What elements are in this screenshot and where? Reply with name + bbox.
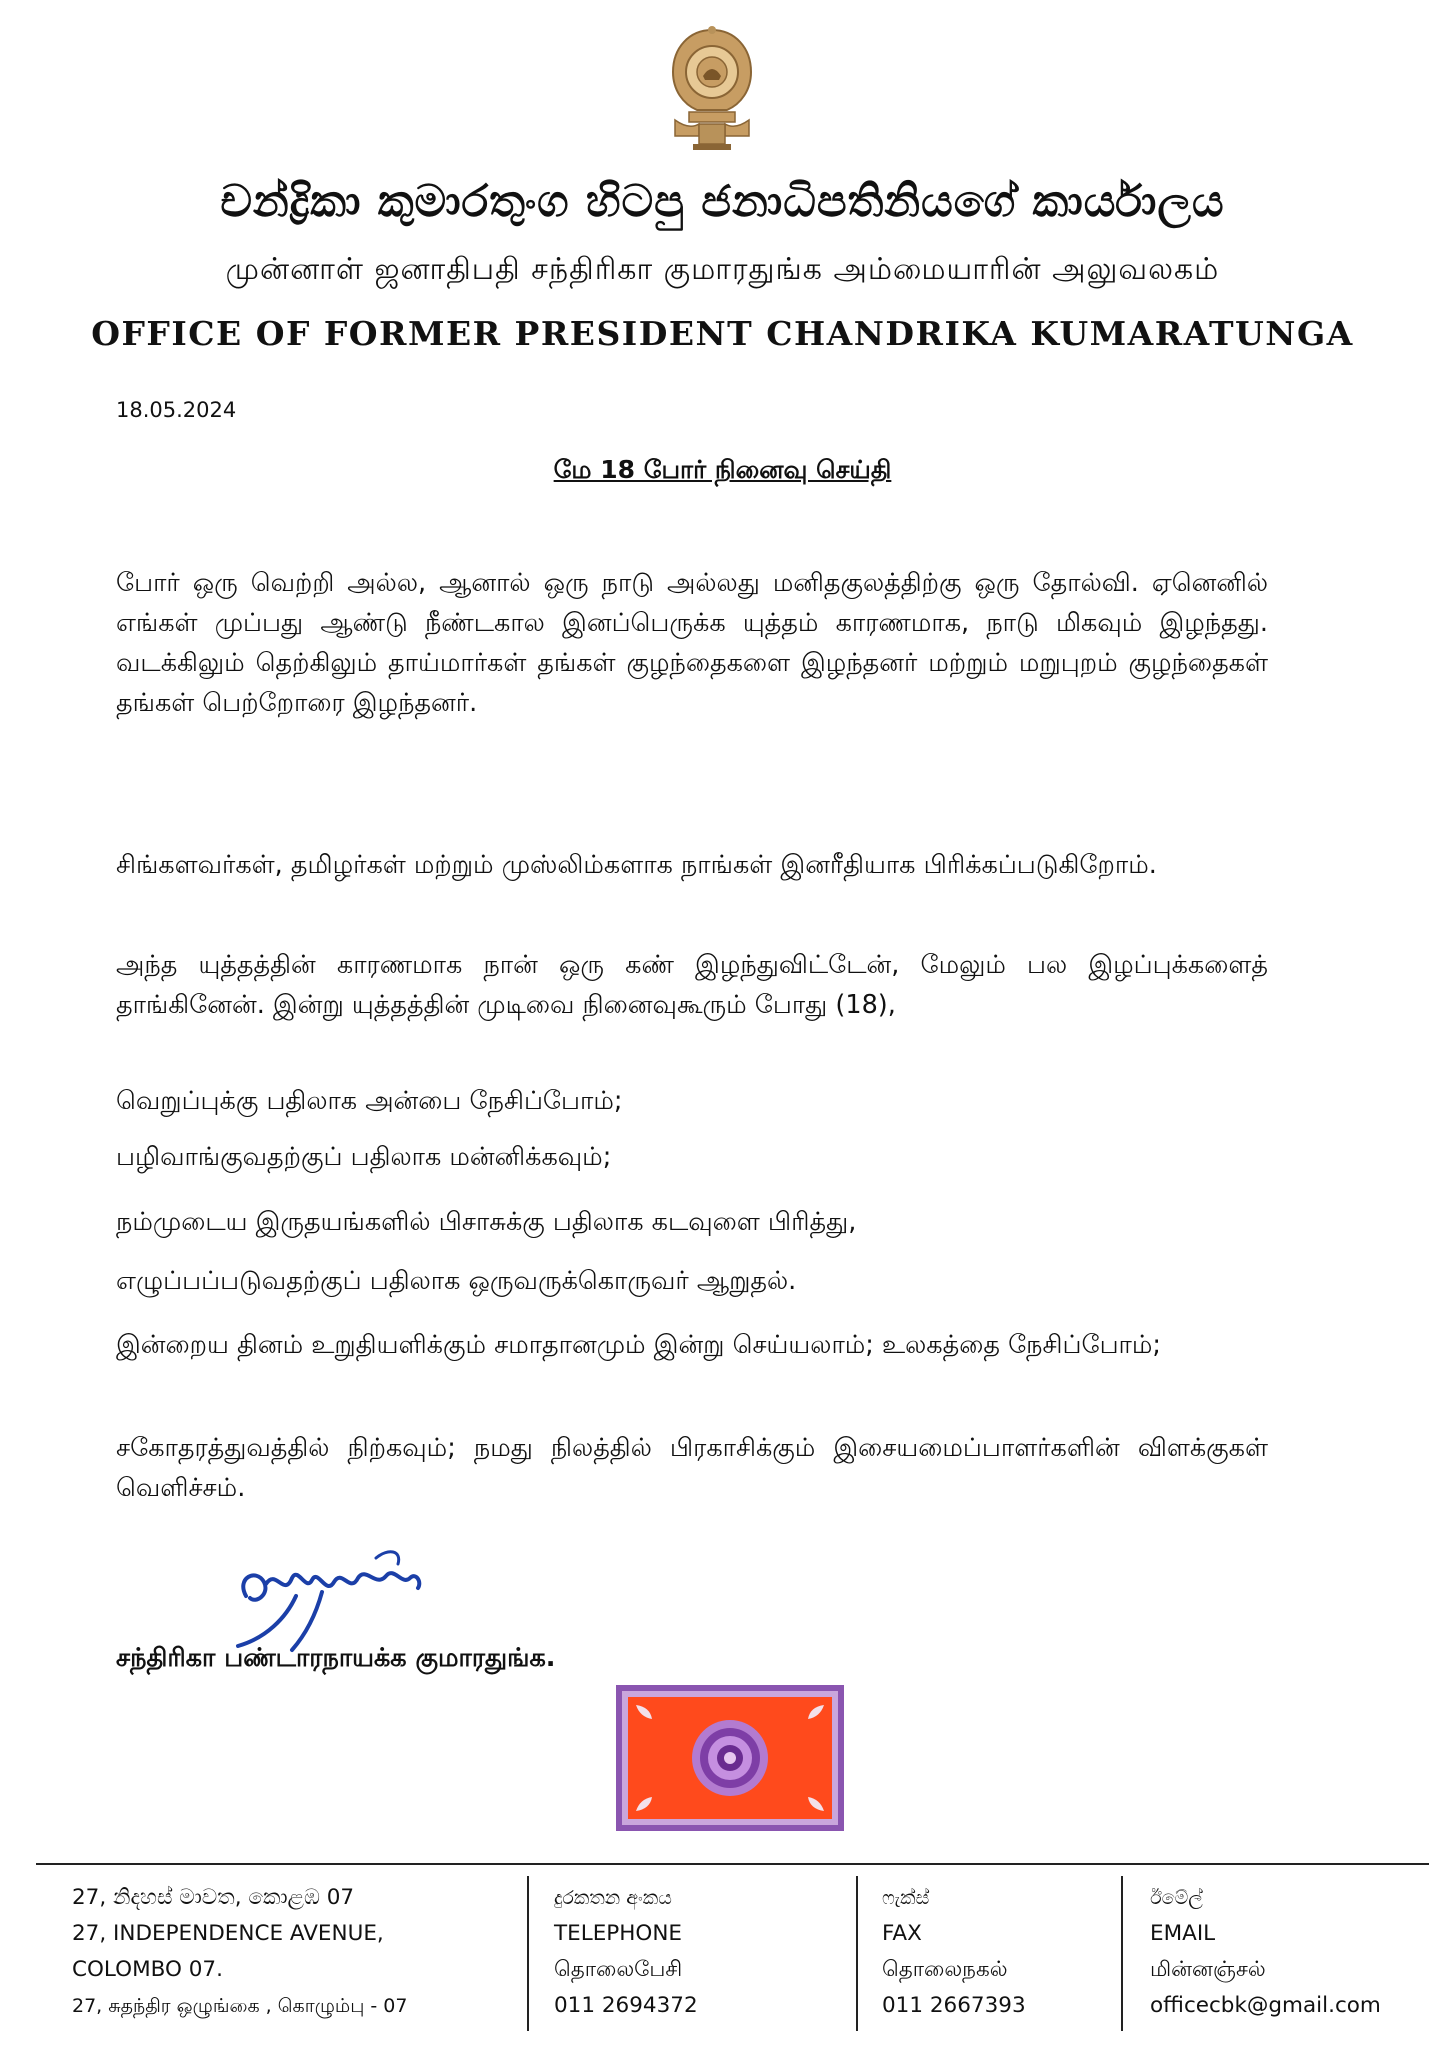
address-english-line1: 27, INDEPENDENCE AVENUE, bbox=[72, 1921, 384, 1946]
footer-column-divider bbox=[856, 1876, 858, 2031]
email-label-english: EMAIL bbox=[1150, 1921, 1216, 1946]
fax-label-english: FAX bbox=[882, 1921, 922, 1946]
body-paragraph-3: அந்த யுத்தத்தின் காரணமாக நான் ஒரு கண் இழந்துவிட்டேன், மேலும் பல இழப்புக்களைத் தாங்கினேன். இன்று யுத்தத்தின் முடிவை நினைவுகூரும் போது (18), bbox=[116, 950, 1268, 1020]
email-label-sinhala: ඊමේල් bbox=[1150, 1887, 1203, 1909]
fax-label-sinhala: ෆැක්ස් bbox=[882, 1887, 930, 1909]
address-tamil: 27, சுதந்திர ஒழுங்கை , கொழும்பு - 07 bbox=[72, 1995, 408, 2017]
body-line-4: எழுப்பப்படுவதற்குப் பதிலாக ஒருவருக்கொருவர் ஆறுதல். bbox=[116, 1266, 797, 1296]
signer-name: சந்திரிகா பண்டாரநாயக்க குமாரதுங்க. bbox=[116, 1643, 556, 1673]
email-address: officecbk@gmail.com bbox=[1150, 1993, 1381, 2018]
footer-column-divider bbox=[1121, 1876, 1123, 2031]
state-emblem-icon bbox=[659, 24, 765, 154]
body-line-3: நம்முடைய இருதயங்களில் பிசாசுக்கு பதிலாக கடவுளை பிரித்து, bbox=[116, 1207, 857, 1237]
document-subject: மே 18 போர் நினைவு செய்தி bbox=[553, 455, 892, 484]
footer-address-column bbox=[72, 1880, 407, 2024]
header-english-title: OFFICE OF FORMER PRESIDENT CHANDRIKA KUMARATUNGA bbox=[91, 314, 1354, 353]
header-sinhala-title: චන්ද්‍රිකා කුමාරතුංග හිටපු ජනාධිපතිනියගේ කාර්යාලය bbox=[220, 176, 1225, 227]
body-line-1: வெறுப்புக்கு பதிலாக அன்பை நேசிப்போம்; bbox=[116, 1086, 623, 1116]
address-sinhala: 27, නිදහස් මාවත, කොළඹ 07 bbox=[72, 1885, 355, 1910]
telephone-label-sinhala: දුරකතන අංකය bbox=[554, 1887, 672, 1909]
party-flag-emblem bbox=[616, 1685, 844, 1831]
body-paragraph-4: இன்றைய தினம் உறுதியளிக்கும் சமாதானமும் இன்று செய்யலாம்; உலகத்தை நேசிப்போம்; bbox=[116, 1330, 1161, 1360]
footer-fax-column bbox=[882, 1880, 1026, 2024]
header-tamil-title: முன்னாள் ஜனாதிபதி சந்திரிகா குமாரதுங்க அம்மையாரின் அலுவலகம் bbox=[225, 252, 1220, 287]
footer-email-column bbox=[1150, 1880, 1381, 2024]
body-line-2: பழிவாங்குவதற்குப் பதிலாக மன்னிக்கவும்; bbox=[116, 1142, 612, 1172]
fax-number: 011 2667393 bbox=[882, 1993, 1026, 2018]
telephone-label-tamil: தொலைபேசி bbox=[554, 1957, 683, 1982]
body-paragraph-2: சிங்களவர்கள், தமிழர்கள் மற்றும் முஸ்லிம்களாக நாங்கள் இனரீதியாக பிரிக்கப்படுகிறோம். bbox=[116, 850, 1157, 880]
telephone-number: 011 2694372 bbox=[554, 1993, 698, 2018]
email-label-tamil: மின்னஞ்சல் bbox=[1150, 1957, 1266, 1982]
footer-divider-line bbox=[36, 1863, 1429, 1865]
footer-column-divider bbox=[527, 1876, 529, 2031]
address-english-line2: COLOMBO 07. bbox=[72, 1957, 223, 1982]
handwritten-signature bbox=[226, 1538, 456, 1658]
footer-telephone-column bbox=[554, 1880, 698, 2024]
telephone-label-english: TELEPHONE bbox=[554, 1921, 683, 1946]
body-paragraph-1: போர் ஒரு வெற்றி அல்ல, ஆனால் ஒரு நாடு அல்லது மனிதகுலத்திற்கு ஒரு தோல்வி. ஏனெனில் எங்கள் முப்பது ஆண்டு நீண்டகால இனப்பெருக்க யுத்தம் காரணமாக, நாடு மிகவும் இழந்தது. வடக்கிலும் தெற்கிலும் தாய்மார்கள் தங்கள் குழந்தைகளை இழந்தனர் மற்றும் மறுபுறம் குழந்தைகள் தங்கள் பெற்றோரை இழந்தனர். bbox=[116, 568, 1268, 718]
fax-label-tamil: தொலைநகல் bbox=[882, 1957, 1008, 1982]
body-paragraph-5: சகோதரத்துவத்தில் நிற்கவும்; நமது நிலத்தில் பிரகாசிக்கும் இசையமைப்பாளர்களின் விளக்குகள் வெளிச்சம். bbox=[116, 1433, 1268, 1503]
document-date: 18.05.2024 bbox=[116, 398, 237, 422]
